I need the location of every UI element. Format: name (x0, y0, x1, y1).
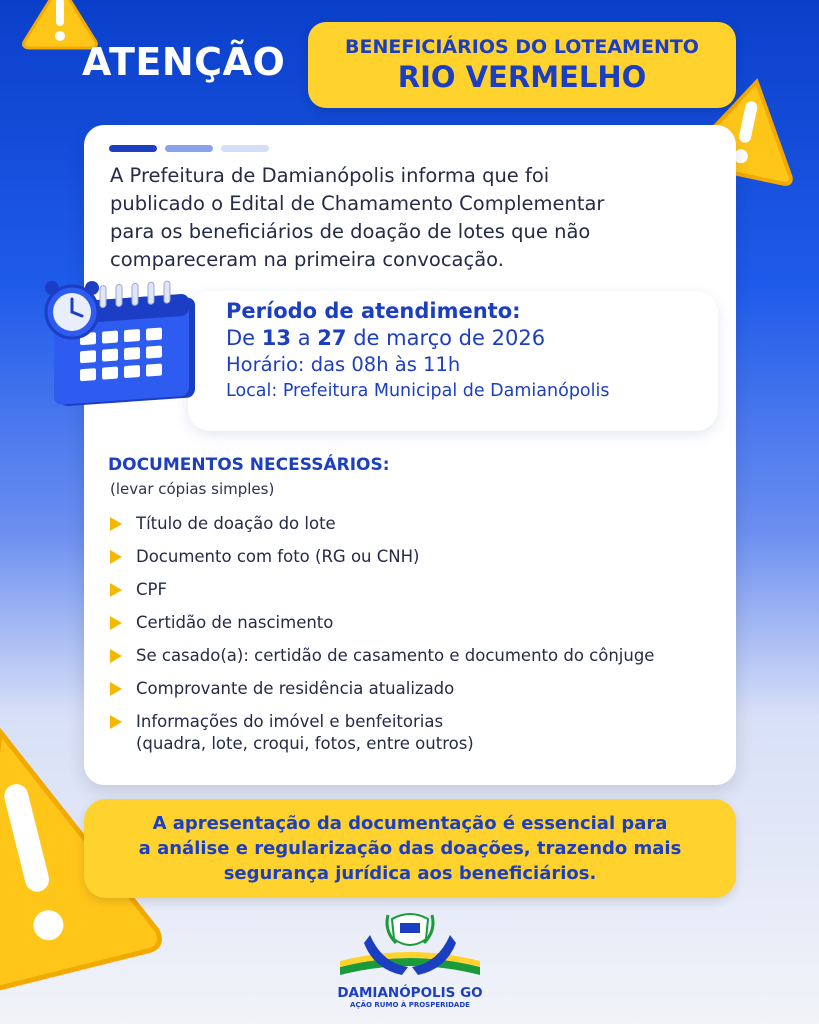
arrow-bullet-icon (110, 649, 122, 663)
calendar-icon (40, 278, 200, 417)
title-line-2: RIO VERMELHO (397, 60, 647, 94)
list-item: Título de doação do lote (108, 513, 654, 535)
arrow-bullet-icon (110, 517, 122, 531)
arrow-bullet-icon (110, 715, 122, 729)
footer-line: A apresentação da documentação é essencial para (152, 813, 668, 834)
title-line-1: BENEFICIÁRIOS DO LOTEAMENTO (345, 36, 699, 58)
arrow-bullet-icon (110, 616, 122, 630)
progress-dots (109, 137, 277, 156)
period-hours: Horário: das 08h às 11h (226, 353, 461, 376)
documents-subtitle: (levar cópias simples) (110, 480, 275, 498)
period-box (188, 291, 718, 431)
attention-heading: ATENÇÃO (82, 40, 286, 84)
footer-line: a análise e regularização das doações, trazendo mais (138, 838, 682, 859)
arrow-bullet-icon (110, 682, 122, 696)
intro-line: para os beneficiários de doação de lotes que não (110, 220, 591, 243)
list-item: Documento com foto (RG ou CNH) (108, 546, 654, 568)
list-item: Comprovante de residência atualizado (108, 678, 654, 700)
documents-list (108, 513, 654, 755)
coat-of-arms-icon (330, 905, 490, 985)
list-item: Informações do imóvel e benfeitorias (quadra, lote, croqui, fotos, entre outros) (108, 711, 654, 755)
period-dates: De 13 a 27 de março de 2026 (226, 326, 546, 350)
list-item: Certidão de nascimento (108, 612, 654, 634)
intro-paragraph (110, 162, 670, 274)
arrow-bullet-icon (110, 550, 122, 564)
period-location: Local: Prefeitura Municipal de Damianópolis (226, 381, 610, 401)
footer-line: segurança jurídica aos beneficiários. (223, 863, 597, 884)
period-title: Período de atendimento: (226, 299, 521, 323)
footer-banner (84, 799, 736, 898)
intro-line: compareceram na primeira convocação. (110, 248, 504, 271)
logo-name: DAMIANÓPOLIS GO (337, 985, 483, 1001)
documents-title: DOCUMENTOS NECESSÁRIOS: (108, 455, 390, 475)
intro-line: publicado o Edital de Chamamento Complementar (110, 192, 605, 215)
logo-slogan: AÇÃO RUMO À PROSPERIDADE (350, 1001, 470, 1009)
list-item: Se casado(a): certidão de casamento e documento do cônjuge (108, 645, 654, 667)
municipality-logo (330, 905, 490, 1009)
title-banner (308, 22, 736, 108)
intro-line: A Prefeitura de Damianópolis informa que foi (110, 164, 550, 187)
list-item: CPF (108, 579, 654, 601)
arrow-bullet-icon (110, 583, 122, 597)
alarm-clock-icon (45, 281, 99, 338)
